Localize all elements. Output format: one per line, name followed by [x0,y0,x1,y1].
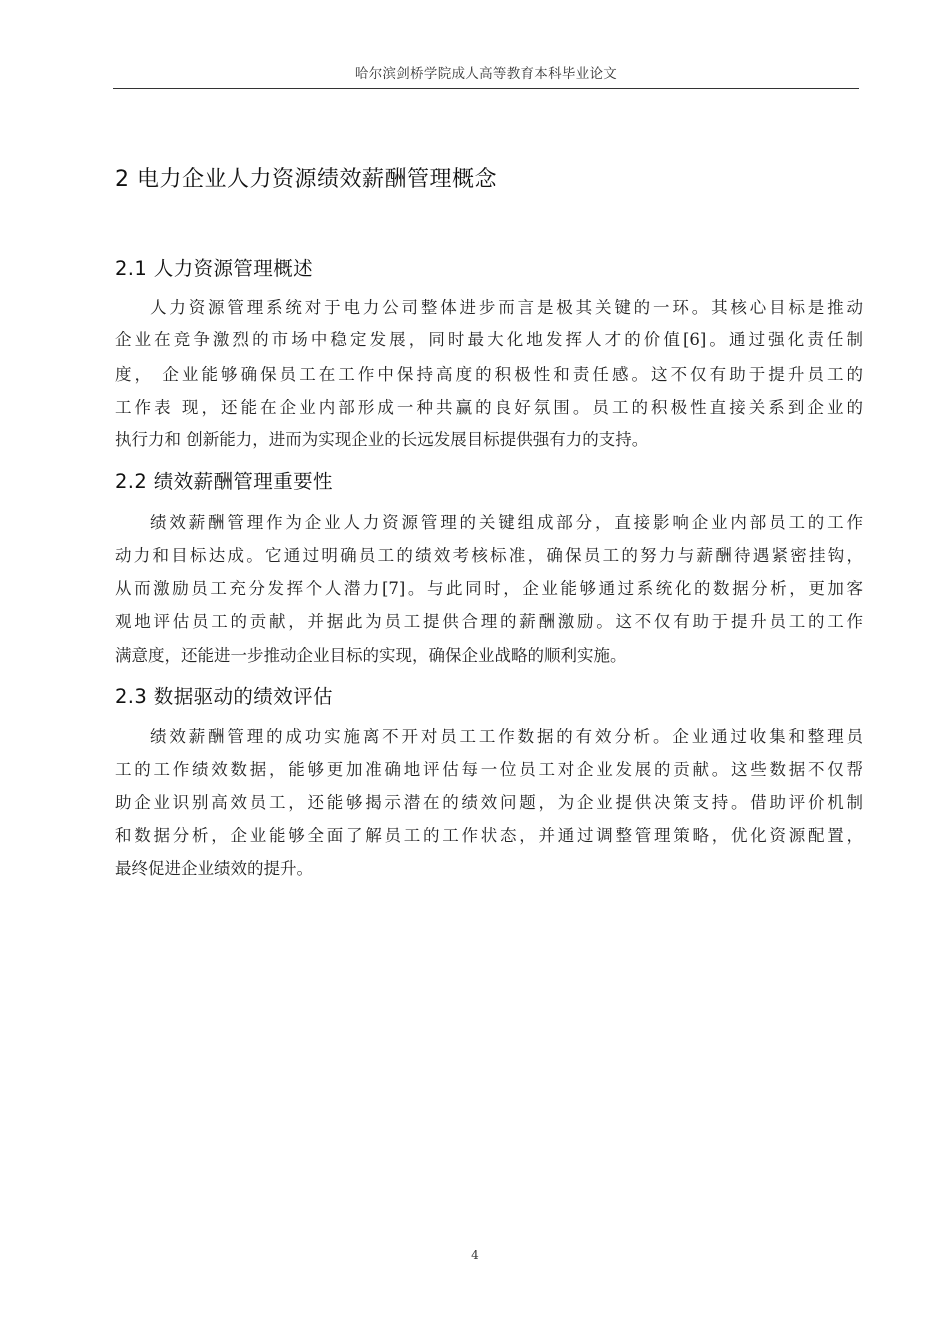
section-heading-2-1: 2.1 人力资源管理概述 [115,257,314,280]
paragraph-line: 绩效薪酬管理作为企业人力资源管理的关键组成部分，直接影响企业内部员工的工作 [150,513,863,532]
paragraph-line: 度， 企业能够确保员工在工作中保持高度的积极性和责任感。这不仅有助于提升员工的 [115,365,863,384]
paragraph-line: 满意度，还能进一步推动企业目标的实现，确保企业战略的顺利实施。 [115,646,627,665]
chapter-heading: 2 电力企业人力资源绩效薪酬管理概念 [115,167,497,192]
paragraph-line: 工作表 现，还能在企业内部形成一种共赢的良好氛围。员工的积极性直接关系到企业的 [115,398,863,417]
section-heading-2-3: 2.3 数据驱动的绩效评估 [115,685,333,708]
paragraph-line: 企业在竞争激烈的市场中稳定发展，同时最大化地发挥人才的价值[6]。通过强化责任制 [115,330,863,349]
paragraph-line: 和数据分析，企业能够全面了解员工的工作状态，并通过调整管理策略，优化资源配置， [115,826,863,845]
paragraph-line: 动力和目标达成。它通过明确员工的绩效考核标准，确保员工的努力与薪酬待遇紧密挂钩， [115,546,863,565]
paragraph-line: 执行力和 创新能力，进而为实现企业的长远发展目标提供强有力的支持。 [115,430,649,449]
paragraph-line: 助企业识别高效员工，还能够揭示潜在的绩效问题，为企业提供决策支持。借助评价机制 [115,793,863,812]
section-heading-2-2: 2.2 绩效薪酬管理重要性 [115,470,333,493]
paragraph-line: 最终促进企业绩效的提升。 [115,859,313,878]
paragraph-line: 绩效薪酬管理的成功实施离不开对员工工作数据的有效分析。企业通过收集和整理员 [150,727,863,746]
running-header: 哈尔滨剑桥学院成人高等教育本科毕业论文 [354,66,618,82]
page-number: 4 [471,1248,479,1262]
paragraph-line: 观地评估员工的贡献，并据此为员工提供合理的薪酬激励。这不仅有助于提升员工的工作 [115,612,863,631]
paragraph-line: 工的工作绩效数据，能够更加准确地评估每一位员工对企业发展的贡献。这些数据不仅帮 [115,760,863,779]
paragraph-line: 从而激励员工充分发挥个人潜力[7]。与此同时，企业能够通过系统化的数据分析，更加客 [115,579,863,598]
paragraph-line: 人力资源管理系统对于电力公司整体进步而言是极其关键的一环。其核心目标是推动 [150,298,863,317]
header-divider [113,88,859,89]
